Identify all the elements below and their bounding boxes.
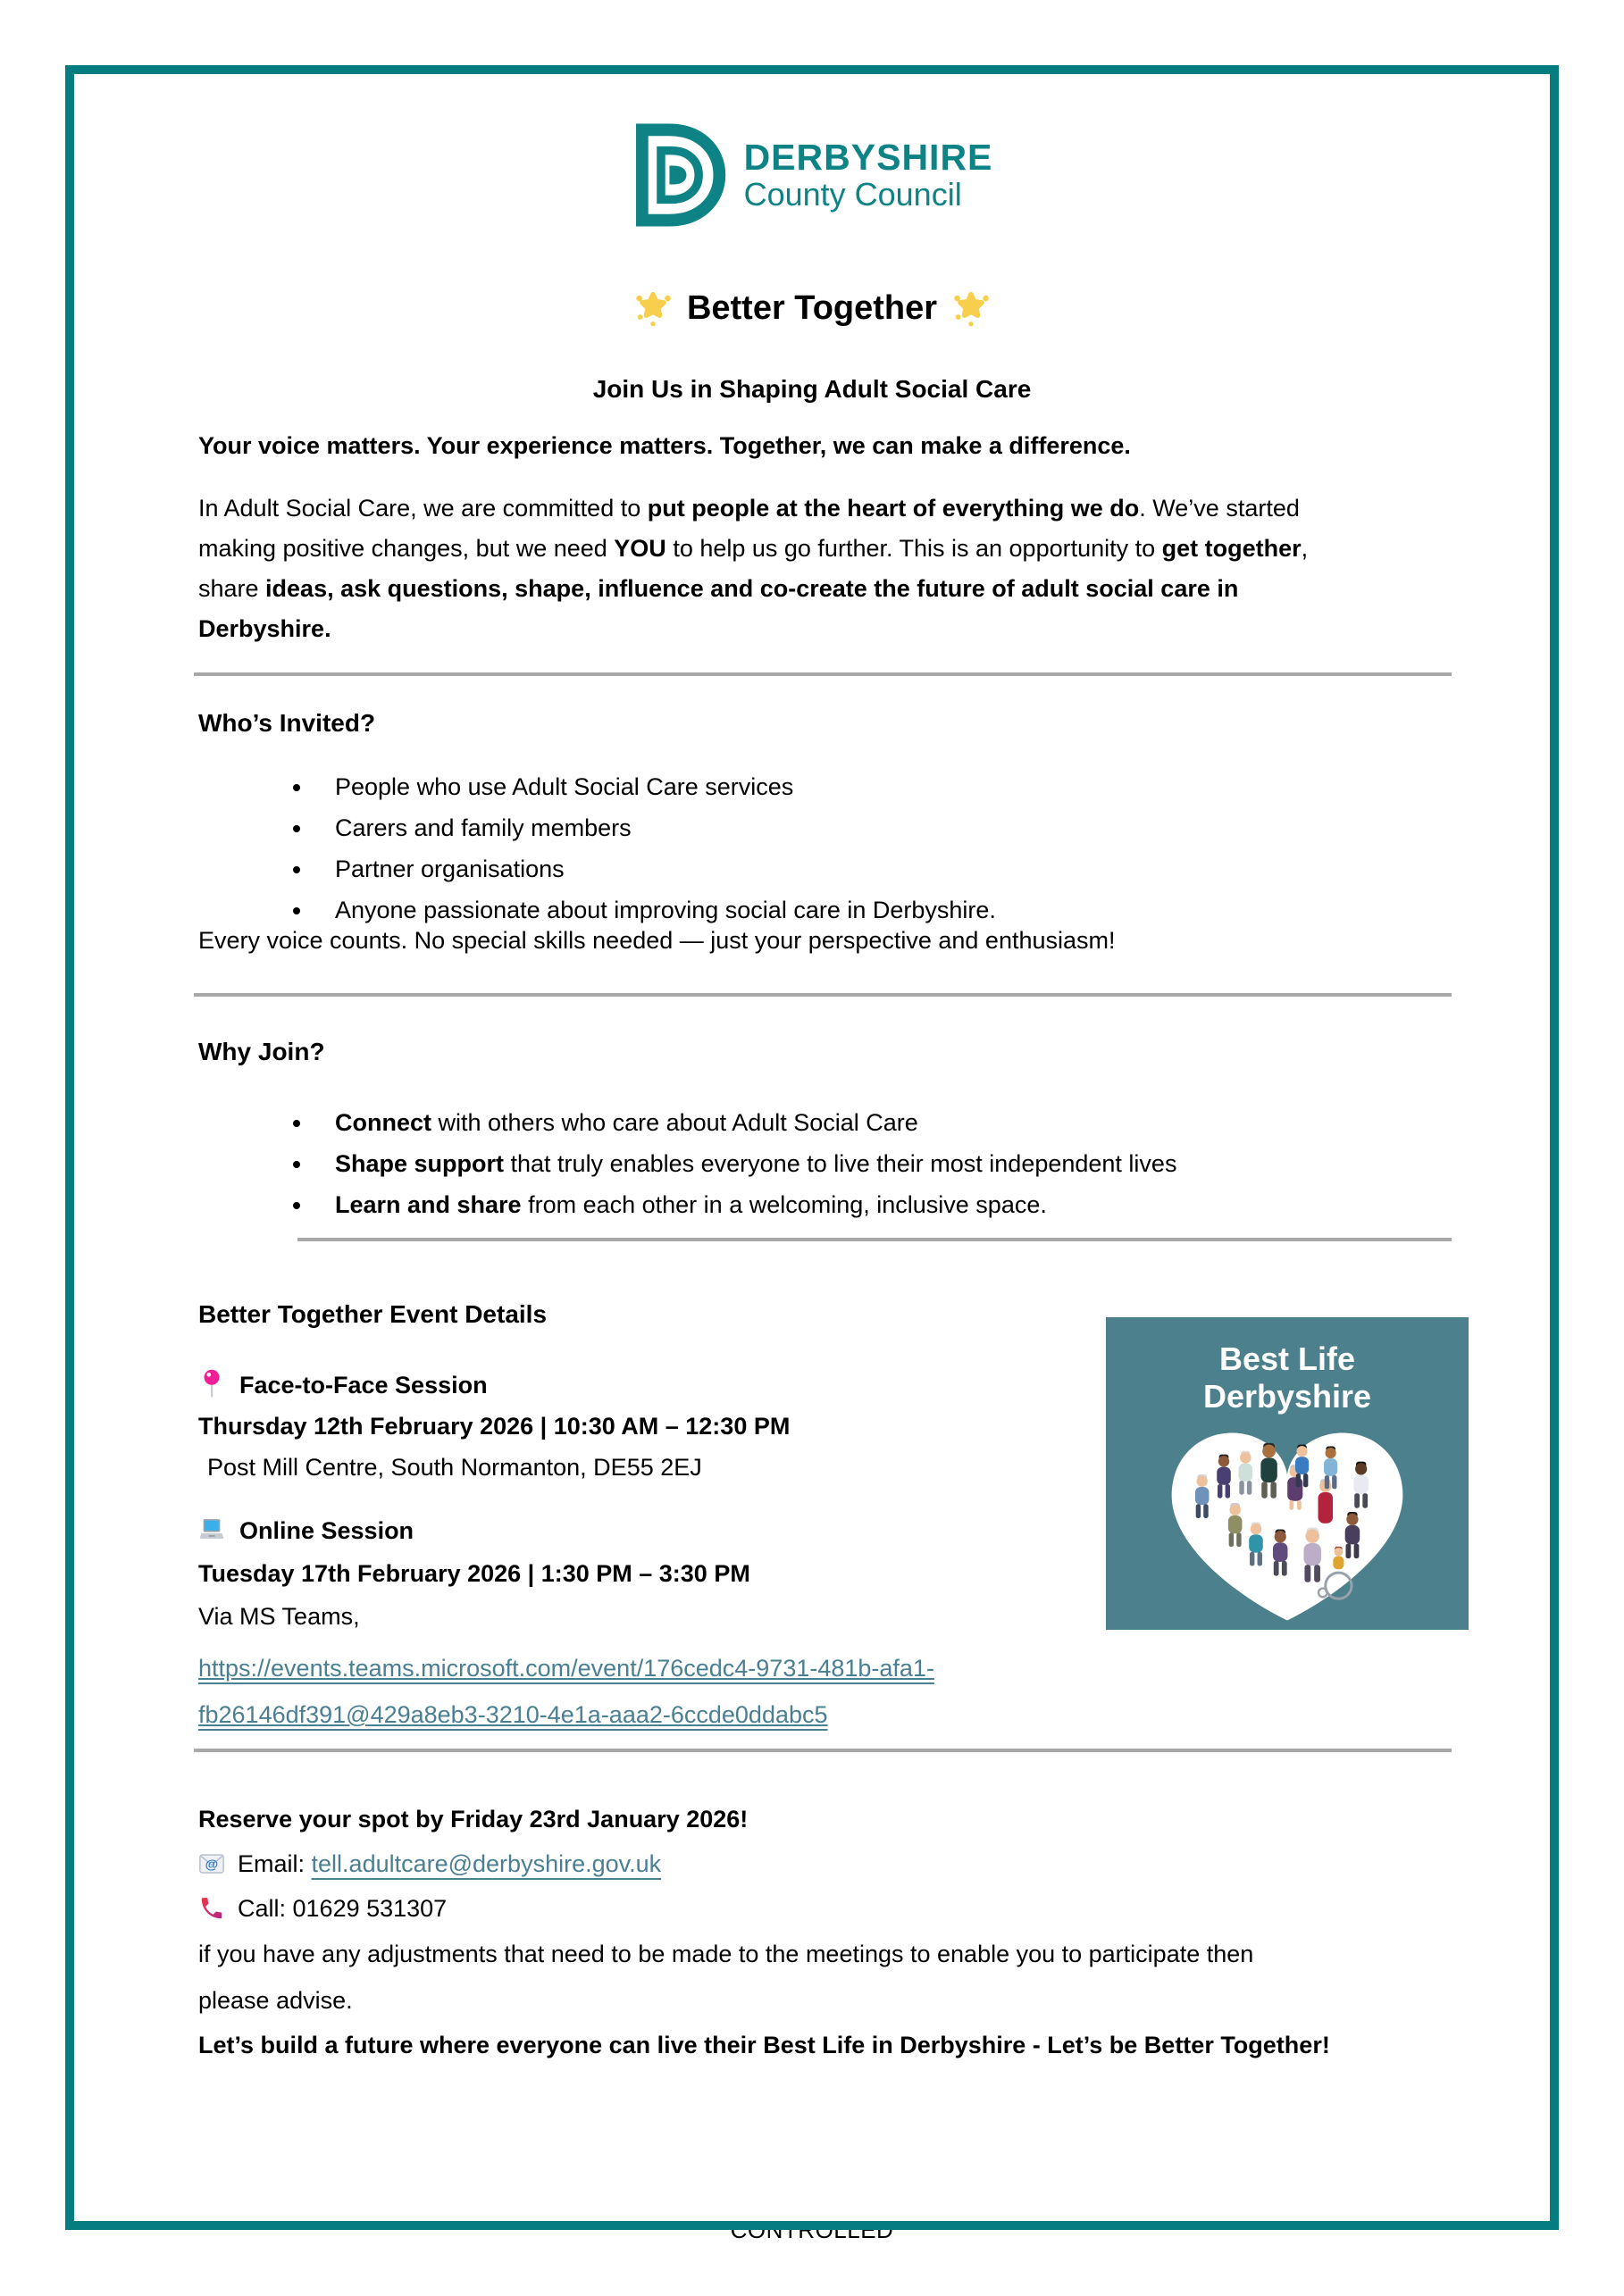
text-segment: ideas, ask questions, shape, influence and co-create the future of adult social care in Derbyshire. [198,575,1239,642]
face-to-face-label-row [198,1365,790,1406]
separator [194,1749,1452,1752]
list-item [198,848,1449,889]
call-row [198,1886,1373,1931]
online-label-row [198,1509,934,1552]
text-segment: YOU [614,535,666,562]
face-to-face-block [198,1365,790,1488]
list-item [198,889,1449,931]
sun-icon [633,288,673,327]
best-life-title-line1: Best Life [1218,1340,1356,1377]
whos-invited-heading: Who’s Invited? [198,709,376,737]
list-item [198,1102,1449,1143]
page-title-row [0,288,1624,328]
email-icon [198,1850,225,1877]
list-item [198,807,1449,848]
reserve-heading: Reserve your spot by Friday 23rd January 2026! [198,1806,749,1833]
best-life-title-line2: Derbyshire [1202,1378,1372,1415]
best-life-image [1106,1317,1469,1630]
heart-people-illustration [1106,1415,1469,1637]
closing-statement: Let’s build a future where everyone can live their Best Life in Derbyshire - Let’s be Better Together! [198,2032,1330,2058]
page-subtitle: Join Us in Shaping Adult Social Care [592,375,1032,403]
logo-text [744,138,993,213]
face-to-face-location: Post Mill Centre, South Normanton, DE55 2EJ [207,1454,702,1481]
face-to-face-label: Face-to-Face Session [239,1372,488,1398]
page-title: Better Together [686,289,938,327]
list-item-bold: Learn and share [335,1191,522,1218]
online-label: Online Session [239,1517,414,1544]
list-item-text: Anyone passionate about improving social care in Derbyshire. [335,897,996,923]
online-via: Via MS Teams, [198,1603,360,1630]
intro-paragraph [198,488,1373,649]
text-segment: . We’ve started making positive changes, but we need [198,495,1300,562]
teams-link-line1: https://events.teams.microsoft.com/event/176cedc4-9731-481b-afa1- [198,1655,934,1682]
adjustments-note: if you have any adjustments that need to be made to the meetings to enable you to participate then please advise. [198,1941,1254,2014]
list-item [198,1184,1449,1225]
list-item-text: Carers and family members [335,814,632,841]
text-segment: to help us go further. This is an opportunity to [666,535,1162,562]
call-text: Call: 01629 531307 [238,1895,448,1922]
text-segment: get together [1161,535,1302,562]
list-item-text: Partner organisations [335,856,565,882]
list-item [198,766,1449,807]
teams-link-line2: fb26146df391@429a8eb3-3210-4e1a-aaa2-6ccde0ddabc5 [198,1701,828,1728]
list-item-bold: Shape support [335,1150,505,1177]
reserve-block [198,1797,1373,2067]
email-link[interactable]: tell.adultcare@derbyshire.gov.uk [311,1850,662,1877]
whos-invited-note: Every voice counts. No special skills needed — just your perspective and enthusiasm! [198,927,1116,954]
list-item-text: People who use Adult Social Care services [335,773,794,800]
whos-invited-list [198,766,1449,931]
logo-org-subtitle: County Council [743,176,962,213]
location-pin-icon [198,1369,225,1399]
phone-icon [198,1895,225,1922]
separator [194,672,1452,676]
svg-text:@: @ [205,1857,219,1873]
face-to-face-datetime: Thursday 12th February 2026 | 10:30 AM – 12:30 PM [198,1413,791,1440]
email-label: Email: [238,1850,312,1877]
list-item-bold: Connect [335,1109,431,1136]
online-session-block [198,1509,934,1738]
controlled-watermark: CONTROLLED [730,2217,894,2243]
why-join-list [198,1102,1449,1225]
text-segment: In Adult Social Care, we are committed to [198,495,648,522]
sun-icon [951,288,991,327]
separator [297,1238,1452,1241]
text-segment: put people at the heart of everything we do [647,495,1140,522]
list-item-text: that truly enables everyone to live their most independent lives [504,1150,1177,1177]
list-item-text: with others who care about Adult Social Care [431,1109,918,1136]
event-details-heading: Better Together Event Details [198,1300,548,1328]
why-join-heading: Why Join? [198,1038,325,1065]
intro-lead: Your voice matters. Your experience matters. Together, we can make a difference. [198,432,1131,459]
derbyshire-logo [0,123,1624,227]
best-life-title [1106,1317,1469,1415]
online-datetime: Tuesday 17th February 2026 | 1:30 PM – 3:30 PM [198,1560,750,1587]
teams-event-link[interactable] [198,1645,934,1738]
derbyshire-dd-logo-icon [632,123,726,227]
laptop-icon [198,1515,225,1545]
list-item [198,1143,1449,1184]
logo-org-name: DERBYSHIRE [743,137,993,178]
separator [194,993,1452,997]
list-item-text: from each other in a welcoming, inclusive space. [521,1191,1047,1218]
text-segment: , share [198,535,1309,602]
email-row [198,1841,1373,1886]
